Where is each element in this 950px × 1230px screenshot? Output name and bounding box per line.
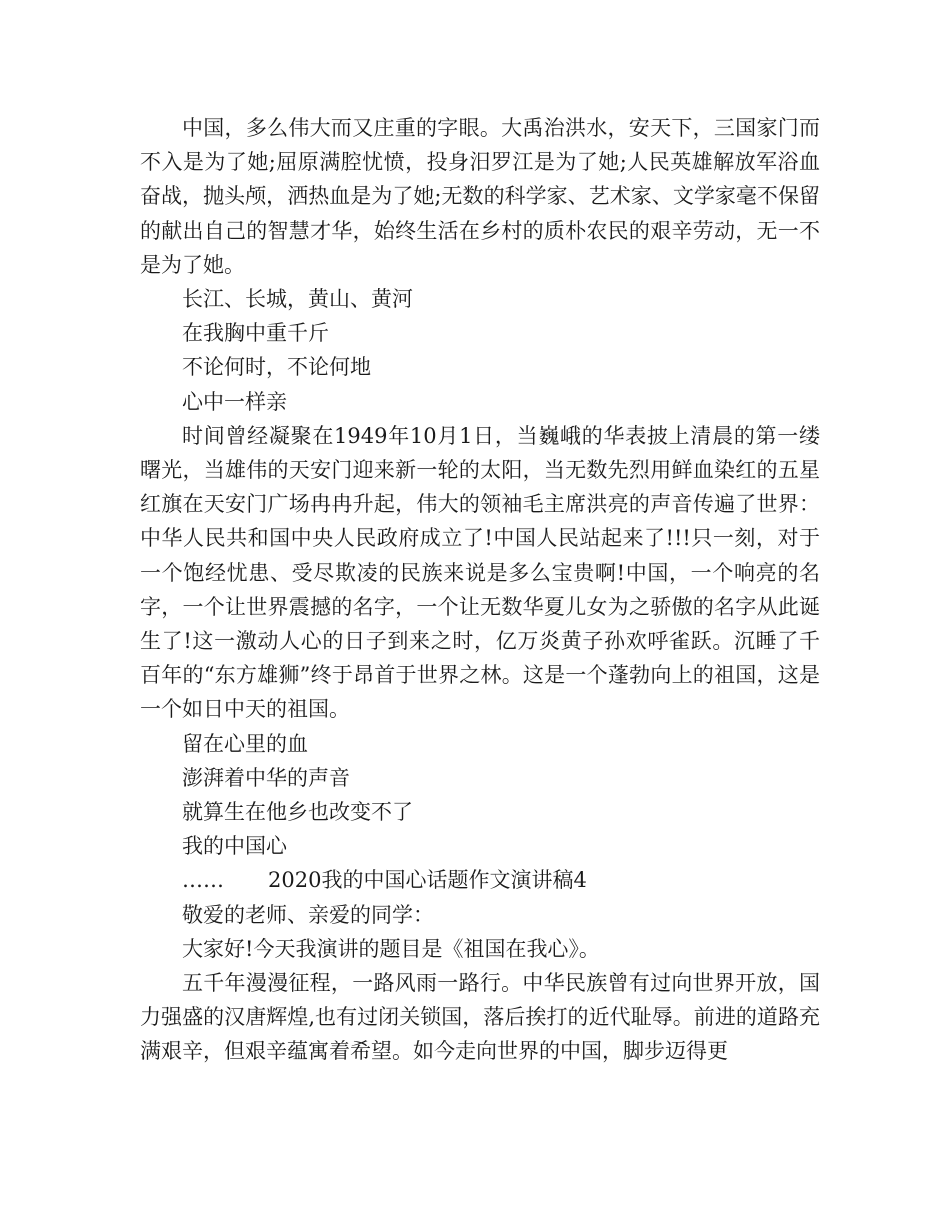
poem-line-2: 在我胸中重千斤 [182,321,329,346]
section-heading [140,863,820,897]
poem-line-8: 我的中国心 [182,834,287,859]
greeting-line: 大家好!今天我演讲的题目是《祖国在我心》。 [182,936,600,961]
poem-line-1: 长江、长城，黄山、黄河 [182,287,413,312]
paragraph-1: 中国，多么伟大而又庄重的字眼。大禹治洪水，安天下，三国家门而不入是为了她;屈原满腔忧愤，投身汨罗江是为了她;人民英雄解放军浴血奋战，抛头颅，洒热血是为了她;无数的科学家、艺术家、文学家毫不保留的献出自己的智慧才华，始终生活在乡村的质朴农民的艰辛劳动，无一不是为了她。 [140,116,820,277]
poem-line-6: 澎湃着中华的声音 [182,765,350,790]
poem-line-3: 不论何时，不论何地 [182,355,371,380]
paragraph-3: 五千年漫漫征程，一路风雨一路行。中华民族曾有过向世界开放，国力强盛的汉唐辉煌,也有过闭关锁国，落后挨打的近代耻辱。前进的道路充满艰辛，但艰辛蕴寓着希望。如今走向世界的中国，脚步迈得更 [140,971,820,1064]
document-body [140,111,820,1069]
poem-line-7: 就算生在他乡也改变不了 [182,800,413,825]
poem-line-5: 留在心里的血 [182,731,308,756]
salutation-line: 敬爱的老师、亲爱的同学： [182,902,434,927]
heading-ellipsis: …… [182,868,224,893]
poem-line-4: 心中一样亲 [182,389,287,414]
paragraph-2: 时间曾经凝聚在1949年10月1日，当巍峨的华表披上清晨的第一缕曙光，当雄伟的天安门迎来新一轮的太阳，当无数先烈用鲜血染红的五星红旗在天安门广场冉冉升起，伟大的领袖毛主席洪亮的声音传遍了世界：中华人民共和国中央人民政府成立了!中国人民站起来了!!!只一刻，对于一个饱经忧患、受尽欺凌的民族来说是多么宝贵啊!中国，一个响亮的名字，一个让世界震撼的名字，一个让无数华夏儿女为之骄傲的名字从此诞生了!这一激动人心的日子到来之时，亿万炎黄子孙欢呼雀跃。沉睡了千百年的“东方雄狮”终于昂首于世界之林。这是一个蓬勃向上的祖国，这是一个如日中天的祖国。 [140,423,820,722]
heading-title: 2020我的中国心话题作文演讲稿4 [268,868,587,893]
